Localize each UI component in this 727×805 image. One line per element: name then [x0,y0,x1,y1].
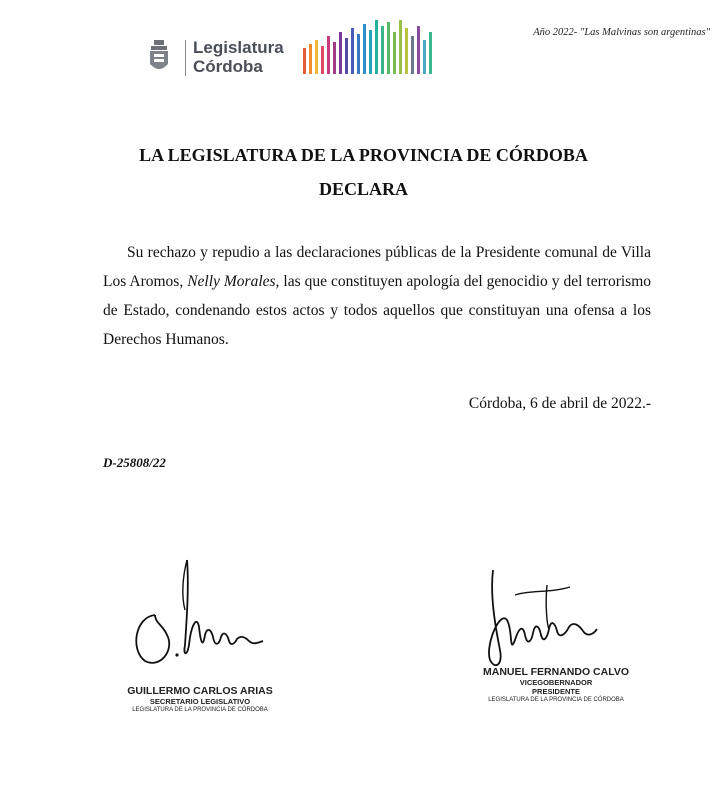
signer-role: PRESIDENTE [532,687,580,696]
signer-role: SECRETARIO LEGISLATIVO [149,697,251,706]
date-line: Córdoba, 6 de abril de 2022.- [468,395,651,412]
signer-name: GUILLERMO CARLOS ARIAS [127,685,273,697]
logo-line2: Córdoba [193,57,263,76]
signer-organization: LEGISLATURA DE LA PROVINCIA DE CÓRDOBA [488,697,624,703]
logo-text [193,38,284,76]
logo-color-bars [303,18,443,80]
legislatura-logo [143,18,443,80]
logo-line1: Legislatura [193,38,284,57]
logo-divider [185,40,186,76]
signature-block-right [472,666,640,704]
signature-block-left [100,685,300,714]
document-title: LA LEGISLATURA DE LA PROVINCIA DE CÓRDOBA [139,145,588,165]
signer-organization: LEGISLATURA DE LA PROVINCIA DE CÓRDOBA [132,707,268,713]
body-text-after: , las que constituyen apología del genocidio y del terrorismo de Estado, condenando estos actos y todos aquellos que constituyan una ofensa a los Derechos Humanos. [103,273,651,348]
signature-right-icon [475,565,615,675]
signer-name: MANUEL FERNANDO CALVO [482,666,630,678]
document-reference: D-25808/22 [103,455,166,470]
body-text-before: Su rechazo y repudio a las declaraciones públicas de la Presidente comunal de Villa Los Aromos, [103,244,651,290]
body-name-italic: Nelly Morales [187,273,276,290]
coat-of-arms-icon [148,40,170,74]
header-motto: Año 2022- "Las Malvinas son argentinas" [533,27,710,38]
declaration-body [103,238,651,354]
signer-role: VICEGOBERNADOR [519,678,593,687]
document-subtitle: DECLARA [318,179,408,199]
signature-left-icon [125,555,275,675]
